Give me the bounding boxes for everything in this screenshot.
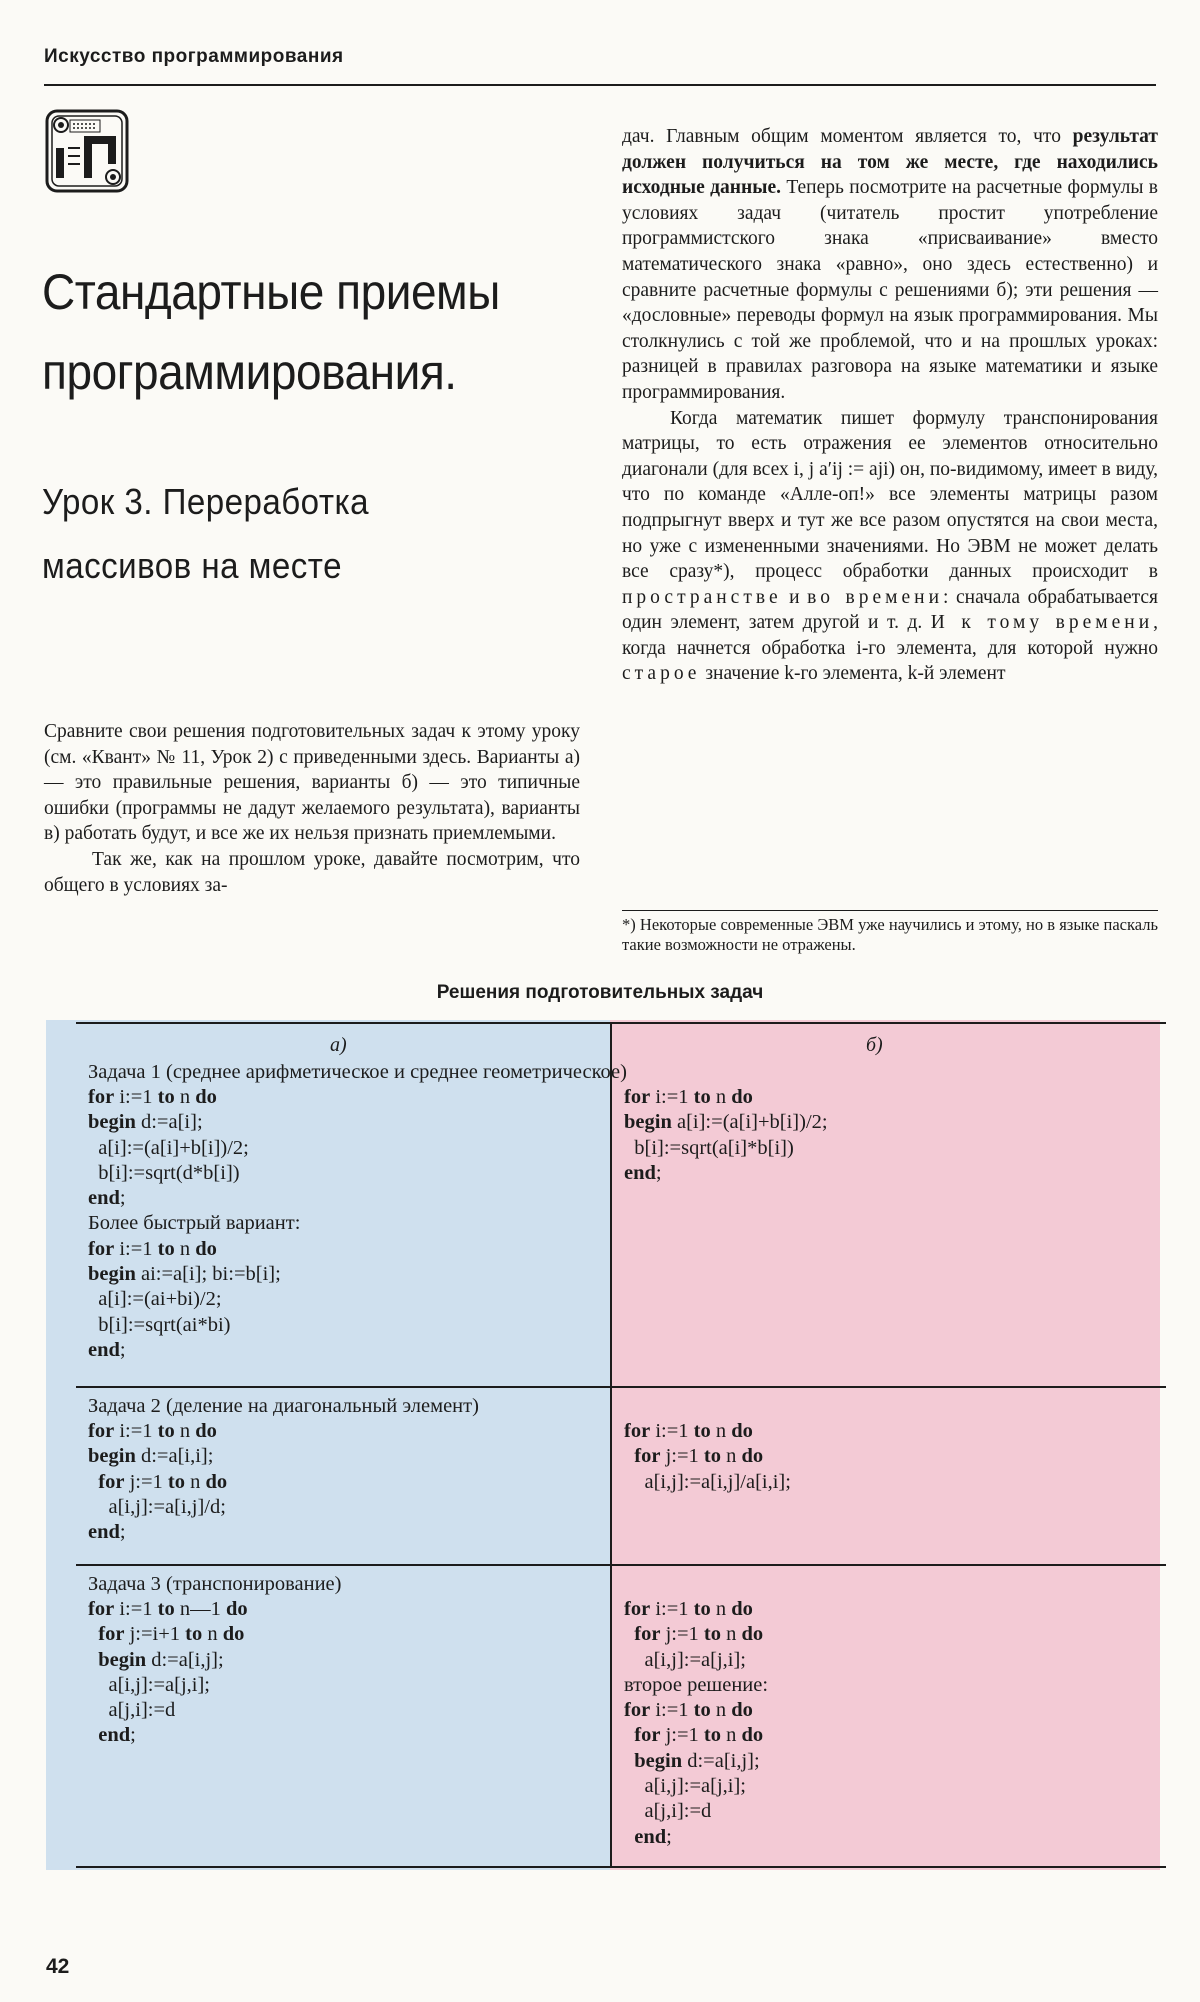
column-b-heading: б) bbox=[866, 1034, 883, 1056]
lesson-title bbox=[42, 470, 557, 598]
code-line: for j:=1 to n do bbox=[634, 1724, 764, 1747]
task2-header: Задача 2 (деление на диагональный элемент) bbox=[88, 1395, 479, 1417]
code-line: Более быстрый вариант: bbox=[88, 1212, 301, 1235]
paragraph: Сравните свои решения подготовительных задач к этому уроку (см. «Квант» № 11, Урок 2) с приведенными здесь. Варианты а) — это правильные решения, варианты б) — это типичные ошибки (программы не дадут желаемого результата), варианты в) работать будут, и все же их нельзя признать приемлемыми. bbox=[44, 721, 580, 845]
code-line: a[i,j]:=a[j,i]; bbox=[624, 1648, 746, 1671]
code-line: for i:=1 to n do bbox=[88, 1420, 217, 1442]
code-line: a[j,i]:=d bbox=[88, 1699, 176, 1722]
code-line: begin d:=a[i,i]; bbox=[88, 1445, 214, 1468]
paragraph: Когда математик пишет формулу транспонирования матрицы, то есть отражения ее элементов относительно диагонали (для всех i, j a′ij := aji) он, по-видимому, имеет в виду, что по команде «Алле-оп!» все элементы матрицы разом подпрыгнут вверх и тут же все разом опустятся на свои места, но уже с измененными значениями. Но ЭВМ не может делать все сразу*), процесс обработки данных происходит в пространстве и во времени: сначала обрабатывается один элемент, затем другой и т. д. И к тому времени, когда начнется обработка i-го элемента, для которой нужно старое значение k-го элемента, k-й элемент bbox=[622, 407, 1159, 685]
code-line: begin d:=a[i]; bbox=[88, 1111, 203, 1134]
task2-code-a bbox=[88, 1419, 227, 1545]
left-column bbox=[44, 719, 580, 898]
paragraph: дач. Главным общим моментом является то, что результат должен получиться на том же месте, где находились исходные данные. Теперь посмотрите на расчетные формулы в условиях задач (читатель простит употребление программистского знака «присваивание» вместо математического знака «равно», оно здесь естественно) и сравните расчетные формулы с решениями б); эти решения — «дословные» переводы формул на язык программирования. Мы столкнулись с той же проблемой, что и на прошлых уроках: разницей в правилах разговора на языке математики и языке программирования. bbox=[622, 126, 1158, 403]
code-line: for j:=1 to n do bbox=[634, 1623, 764, 1646]
code-line: end; bbox=[88, 1338, 126, 1361]
code-line: begin d:=a[i,j]; bbox=[98, 1648, 224, 1671]
code-line: for i:=1 to n do bbox=[88, 1086, 217, 1108]
task3-code-a bbox=[88, 1597, 248, 1749]
code-line: end; bbox=[634, 1825, 672, 1848]
code-line: второе решение: bbox=[624, 1673, 769, 1696]
code-line: a[i,j]:=a[j,i]; bbox=[88, 1673, 210, 1696]
task1-code-a bbox=[88, 1085, 300, 1363]
code-line: a[j,i]:=d bbox=[624, 1800, 712, 1823]
task3-header: Задача 3 (транспонирование) bbox=[88, 1573, 342, 1595]
table-caption: Решения подготовительных задач bbox=[436, 982, 764, 1003]
code-line: for i:=1 to n do bbox=[624, 1598, 753, 1620]
code-line: a[i,j]:=a[i,j]/a[i,i]; bbox=[624, 1470, 791, 1493]
code-line: a[i,j]:=a[i,j]/d; bbox=[88, 1495, 226, 1518]
table-rule bbox=[76, 1386, 1166, 1388]
table-divider bbox=[610, 1024, 612, 1866]
column-a-heading: а) bbox=[330, 1034, 347, 1056]
code-line: end; bbox=[98, 1724, 136, 1747]
code-line: end; bbox=[624, 1161, 662, 1184]
article-title: Стандартные приемы программирования. bbox=[42, 264, 500, 400]
table-rule-bottom bbox=[76, 1866, 1166, 1868]
code-line: begin d:=a[i,j]; bbox=[634, 1749, 760, 1772]
code-line: begin ai:=a[i]; bi:=b[i]; bbox=[88, 1263, 281, 1286]
code-line: end; bbox=[88, 1521, 126, 1544]
code-line: for j:=1 to n do bbox=[98, 1470, 228, 1493]
code-line: b[i]:=sqrt(a[i]*b[i]) bbox=[624, 1136, 794, 1159]
footnote: *) Некоторые современные ЭВМ уже научились и этому, но в языке паскаль такие возможности не отражены. bbox=[622, 910, 1158, 955]
table-rule bbox=[76, 1564, 1166, 1566]
code-line: begin a[i]:=(a[i]+b[i])/2; bbox=[624, 1111, 828, 1134]
task1-header: Задача 1 (среднее арифметическое и среднее геометрическое) bbox=[88, 1061, 627, 1083]
right-column bbox=[622, 124, 1158, 687]
lesson-title-line2: массивов на месте bbox=[42, 545, 342, 586]
code-line: for i:=1 to n do bbox=[88, 1237, 217, 1260]
header-rule bbox=[44, 84, 1156, 86]
paragraph: Так же, как на прошлом уроке, давайте посмотрим, что общего в условиях за- bbox=[44, 848, 580, 896]
code-line: for i:=1 to n do bbox=[624, 1699, 753, 1722]
code-line: b[i]:=sqrt(ai*bi) bbox=[88, 1313, 231, 1336]
code-line: b[i]:=sqrt(d*b[i]) bbox=[88, 1161, 240, 1184]
code-line: a[i]:=(ai+bi)/2; bbox=[88, 1288, 222, 1311]
code-line: for i:=1 to n—1 do bbox=[88, 1598, 248, 1620]
task1-code-b bbox=[624, 1085, 828, 1186]
page-number: 42 bbox=[46, 1955, 70, 1978]
task2-code-b bbox=[624, 1419, 791, 1495]
section-logo-icon bbox=[44, 108, 130, 194]
code-line: for j:=1 to n do bbox=[634, 1445, 764, 1468]
running-head: Искусство программирования bbox=[44, 46, 344, 67]
code-line: for i:=1 to n do bbox=[624, 1420, 753, 1442]
emphasis-text: результат должен получиться на том же месте, где находились исходные данные. bbox=[622, 126, 1158, 199]
code-line: for i:=1 to n do bbox=[624, 1086, 753, 1108]
code-line: for j:=i+1 to n do bbox=[98, 1623, 245, 1646]
task3-code-b bbox=[624, 1597, 768, 1850]
code-line: end; bbox=[88, 1187, 126, 1210]
table-rule-top bbox=[76, 1022, 1166, 1024]
code-line: a[i]:=(a[i]+b[i])/2; bbox=[88, 1136, 249, 1159]
lesson-title-line1: Урок 3. Переработка bbox=[42, 481, 370, 522]
code-line: a[i,j]:=a[j,i]; bbox=[624, 1775, 746, 1798]
